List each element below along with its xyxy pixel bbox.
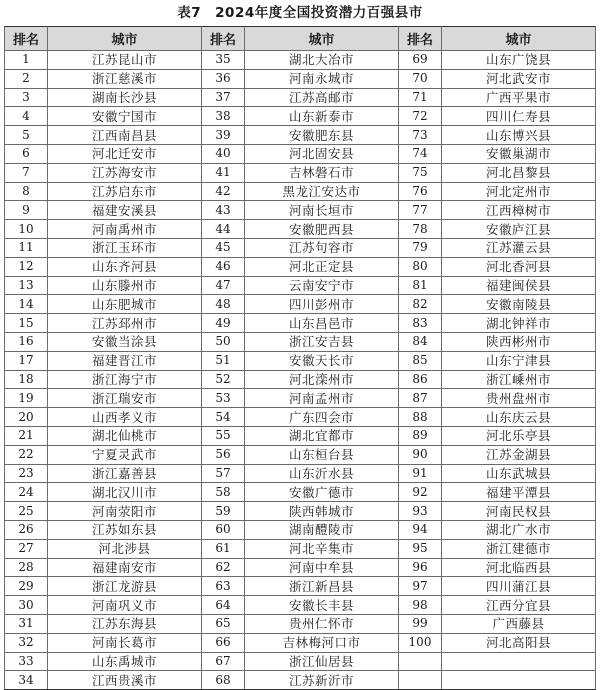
rank-cell: 20 (5, 408, 48, 427)
table-row (5, 351, 596, 370)
rank-cell: 49 (202, 314, 245, 333)
rank-cell: 71 (399, 88, 442, 107)
rank-header: 排名 (399, 27, 442, 51)
rank-cell: 47 (202, 276, 245, 295)
rank-cell: 83 (399, 314, 442, 333)
city-cell: 河南长葛市 (48, 633, 202, 652)
rank-cell: 8 (5, 182, 48, 201)
rank-cell: 37 (202, 88, 245, 107)
city-cell: 江苏新沂市 (245, 671, 399, 690)
city-cell: 四川仁寿县 (442, 107, 596, 126)
rank-cell: 74 (399, 144, 442, 163)
table-row (5, 652, 596, 671)
rank-cell: 81 (399, 276, 442, 295)
city-cell: 湖北广水市 (442, 520, 596, 539)
city-header: 城市 (48, 27, 202, 51)
city-cell: 江苏昆山市 (48, 51, 202, 70)
city-cell: 河南孟州市 (245, 389, 399, 408)
city-cell: 浙江玉环市 (48, 238, 202, 257)
city-cell: 山东禹城市 (48, 652, 202, 671)
rank-cell: 22 (5, 445, 48, 464)
rank-cell: 98 (399, 596, 442, 615)
rank-cell: 93 (399, 502, 442, 521)
city-cell: 江西贵溪市 (48, 671, 202, 690)
city-cell: 安徽天长市 (245, 351, 399, 370)
city-cell: 河北固安县 (245, 144, 399, 163)
table-row (5, 201, 596, 220)
city-cell: 江苏如东县 (48, 520, 202, 539)
table-row (5, 426, 596, 445)
city-cell: 安徽长丰县 (245, 596, 399, 615)
rank-cell: 61 (202, 539, 245, 558)
table-row (5, 408, 596, 427)
table-row (5, 144, 596, 163)
rank-cell: 14 (5, 295, 48, 314)
city-cell: 安徽南陵县 (442, 295, 596, 314)
city-cell: 河北辛集市 (245, 539, 399, 558)
rank-cell: 85 (399, 351, 442, 370)
city-cell: 浙江新昌县 (245, 577, 399, 596)
rank-cell (399, 671, 442, 690)
rank-cell: 75 (399, 163, 442, 182)
rank-cell: 64 (202, 596, 245, 615)
rank-cell: 4 (5, 107, 48, 126)
city-cell: 河南永城市 (245, 69, 399, 88)
rank-cell: 91 (399, 464, 442, 483)
city-cell: 浙江嵊州市 (442, 370, 596, 389)
city-cell: 浙江仙居县 (245, 652, 399, 671)
rank-cell: 18 (5, 370, 48, 389)
rank-cell: 5 (5, 126, 48, 145)
rank-cell: 76 (399, 182, 442, 201)
rank-cell: 65 (202, 614, 245, 633)
city-cell: 江苏灌云县 (442, 238, 596, 257)
city-cell: 河南荥阳市 (48, 502, 202, 521)
rank-cell: 19 (5, 389, 48, 408)
rank-cell: 25 (5, 502, 48, 521)
rank-cell: 46 (202, 257, 245, 276)
rank-cell: 12 (5, 257, 48, 276)
rank-cell: 90 (399, 445, 442, 464)
city-cell: 山东广饶县 (442, 51, 596, 70)
table-row (5, 558, 596, 577)
city-cell: 安徽庐江县 (442, 220, 596, 239)
table-row (5, 107, 596, 126)
city-cell (442, 652, 596, 671)
city-cell: 河北香河县 (442, 257, 596, 276)
rank-cell (399, 652, 442, 671)
rank-header: 排名 (202, 27, 245, 51)
rank-cell: 69 (399, 51, 442, 70)
city-cell: 河北昌黎县 (442, 163, 596, 182)
city-cell: 福建南安市 (48, 558, 202, 577)
rank-cell: 10 (5, 220, 48, 239)
rank-cell: 38 (202, 107, 245, 126)
rank-cell: 67 (202, 652, 245, 671)
city-cell: 河北临西县 (442, 558, 596, 577)
table-row (5, 577, 596, 596)
city-cell: 河北武安市 (442, 69, 596, 88)
city-header: 城市 (245, 27, 399, 51)
city-cell: 江苏启东市 (48, 182, 202, 201)
city-cell: 贵州仁怀市 (245, 614, 399, 633)
city-cell: 河南长垣市 (245, 201, 399, 220)
rank-cell: 97 (399, 577, 442, 596)
rank-cell: 53 (202, 389, 245, 408)
rank-cell: 60 (202, 520, 245, 539)
table-row (5, 389, 596, 408)
ranking-table (4, 26, 596, 690)
rank-cell: 41 (202, 163, 245, 182)
city-cell: 河南禹州市 (48, 220, 202, 239)
rank-cell: 17 (5, 351, 48, 370)
table-row (5, 163, 596, 182)
city-cell: 江苏邳州市 (48, 314, 202, 333)
city-cell: 安徽广德市 (245, 483, 399, 502)
table-row (5, 671, 596, 690)
city-cell: 陕西彬州市 (442, 332, 596, 351)
table-row (5, 220, 596, 239)
rank-cell: 23 (5, 464, 48, 483)
city-cell: 江苏海安市 (48, 163, 202, 182)
city-cell: 安徽宁国市 (48, 107, 202, 126)
city-cell: 贵州盘州市 (442, 389, 596, 408)
rank-cell: 15 (5, 314, 48, 333)
rank-cell: 45 (202, 238, 245, 257)
city-cell: 福建晋江市 (48, 351, 202, 370)
rank-cell: 1 (5, 51, 48, 70)
table-row (5, 502, 596, 521)
city-cell: 江苏高邮市 (245, 88, 399, 107)
table-row (5, 69, 596, 88)
table-row (5, 445, 596, 464)
rank-cell: 96 (399, 558, 442, 577)
rank-cell: 2 (5, 69, 48, 88)
rank-cell: 13 (5, 276, 48, 295)
city-cell: 湖北宜都市 (245, 426, 399, 445)
rank-cell: 40 (202, 144, 245, 163)
table-row (5, 126, 596, 145)
table-row (5, 276, 596, 295)
city-cell: 广西平果市 (442, 88, 596, 107)
city-cell: 河北定州市 (442, 182, 596, 201)
rank-cell: 89 (399, 426, 442, 445)
city-cell: 山东齐河县 (48, 257, 202, 276)
city-cell: 浙江瑞安市 (48, 389, 202, 408)
city-cell: 河北涉县 (48, 539, 202, 558)
rank-cell: 94 (399, 520, 442, 539)
table-row (5, 539, 596, 558)
city-cell: 广东四会市 (245, 408, 399, 427)
city-cell: 河南巩义市 (48, 596, 202, 615)
city-cell: 云南安宁市 (245, 276, 399, 295)
rank-cell: 86 (399, 370, 442, 389)
rank-cell: 63 (202, 577, 245, 596)
rank-cell: 24 (5, 483, 48, 502)
city-cell: 安徽肥东县 (245, 126, 399, 145)
rank-cell: 54 (202, 408, 245, 427)
city-cell: 山西孝义市 (48, 408, 202, 427)
city-cell: 浙江嘉善县 (48, 464, 202, 483)
rank-cell: 48 (202, 295, 245, 314)
rank-cell: 52 (202, 370, 245, 389)
table-row (5, 633, 596, 652)
rank-cell: 84 (399, 332, 442, 351)
rank-cell: 56 (202, 445, 245, 464)
rank-cell: 58 (202, 483, 245, 502)
city-cell: 山东肥城市 (48, 295, 202, 314)
city-cell: 吉林磐石市 (245, 163, 399, 182)
rank-cell: 50 (202, 332, 245, 351)
rank-cell: 70 (399, 69, 442, 88)
table-row (5, 464, 596, 483)
city-cell: 湖南长沙县 (48, 88, 202, 107)
rank-cell: 87 (399, 389, 442, 408)
table-row (5, 182, 596, 201)
city-cell: 山东武城县 (442, 464, 596, 483)
city-cell: 河北乐亭县 (442, 426, 596, 445)
city-cell: 山东桓台县 (245, 445, 399, 464)
city-cell (442, 671, 596, 690)
table-header-row (5, 27, 596, 51)
city-cell: 宁夏灵武市 (48, 445, 202, 464)
city-cell: 江西南昌县 (48, 126, 202, 145)
city-cell: 四川彭州市 (245, 295, 399, 314)
rank-cell: 72 (399, 107, 442, 126)
city-cell: 黑龙江安达市 (245, 182, 399, 201)
table-row (5, 295, 596, 314)
rank-cell: 55 (202, 426, 245, 445)
rank-cell: 11 (5, 238, 48, 257)
rank-cell: 32 (5, 633, 48, 652)
city-cell: 江苏东海县 (48, 614, 202, 633)
city-header: 城市 (442, 27, 596, 51)
city-cell: 湖北仙桃市 (48, 426, 202, 445)
city-cell: 福建安溪县 (48, 201, 202, 220)
rank-cell: 7 (5, 163, 48, 182)
rank-cell: 27 (5, 539, 48, 558)
city-cell: 河北正定县 (245, 257, 399, 276)
city-cell: 福建平潭县 (442, 483, 596, 502)
table-row (5, 332, 596, 351)
city-cell: 福建闽侯县 (442, 276, 596, 295)
rank-cell: 16 (5, 332, 48, 351)
rank-cell: 79 (399, 238, 442, 257)
rank-cell: 9 (5, 201, 48, 220)
city-cell: 山东博兴县 (442, 126, 596, 145)
rank-cell: 100 (399, 633, 442, 652)
city-cell: 山东昌邑市 (245, 314, 399, 333)
rank-cell: 92 (399, 483, 442, 502)
city-cell: 河南中牟县 (245, 558, 399, 577)
city-cell: 山东沂水县 (245, 464, 399, 483)
rank-cell: 30 (5, 596, 48, 615)
city-cell: 四川蒲江县 (442, 577, 596, 596)
table-row (5, 51, 596, 70)
city-cell: 湖北汉川市 (48, 483, 202, 502)
city-cell: 山东滕州市 (48, 276, 202, 295)
rank-cell: 34 (5, 671, 48, 690)
rank-cell: 66 (202, 633, 245, 652)
rank-cell: 6 (5, 144, 48, 163)
rank-cell: 51 (202, 351, 245, 370)
table-row (5, 370, 596, 389)
city-cell: 河北滦州市 (245, 370, 399, 389)
city-cell: 河北高阳县 (442, 633, 596, 652)
city-cell: 浙江建德市 (442, 539, 596, 558)
city-cell: 山东新泰市 (245, 107, 399, 126)
table-title: 表7 2024年度全国投资潜力百强县市 (177, 5, 423, 21)
city-cell: 江苏金湖县 (442, 445, 596, 464)
rank-cell: 78 (399, 220, 442, 239)
table-row (5, 520, 596, 539)
city-cell: 湖北钟祥市 (442, 314, 596, 333)
rank-cell: 33 (5, 652, 48, 671)
rank-cell: 43 (202, 201, 245, 220)
city-cell: 江西分宜县 (442, 596, 596, 615)
table-row (5, 257, 596, 276)
rank-cell: 99 (399, 614, 442, 633)
rank-cell: 29 (5, 577, 48, 596)
table-row (5, 614, 596, 633)
rank-cell: 57 (202, 464, 245, 483)
city-cell: 浙江慈溪市 (48, 69, 202, 88)
rank-cell: 36 (202, 69, 245, 88)
rank-cell: 42 (202, 182, 245, 201)
rank-cell: 77 (399, 201, 442, 220)
rank-cell: 44 (202, 220, 245, 239)
table-row (5, 314, 596, 333)
city-cell: 广西藤县 (442, 614, 596, 633)
rank-cell: 73 (399, 126, 442, 145)
rank-cell: 39 (202, 126, 245, 145)
rank-cell: 88 (399, 408, 442, 427)
rank-cell: 35 (202, 51, 245, 70)
city-cell: 安徽巢湖市 (442, 144, 596, 163)
rank-cell: 3 (5, 88, 48, 107)
table-row (5, 88, 596, 107)
city-cell: 浙江安吉县 (245, 332, 399, 351)
table-row (5, 483, 596, 502)
city-cell: 湖北大冶市 (245, 51, 399, 70)
rank-header: 排名 (5, 27, 48, 51)
rank-cell: 82 (399, 295, 442, 314)
rank-cell: 68 (202, 671, 245, 690)
city-cell: 河南民权县 (442, 502, 596, 521)
city-cell: 安徽肥西县 (245, 220, 399, 239)
rank-cell: 28 (5, 558, 48, 577)
rank-cell: 95 (399, 539, 442, 558)
city-cell: 浙江龙游县 (48, 577, 202, 596)
city-cell: 吉林梅河口市 (245, 633, 399, 652)
city-cell: 江苏句容市 (245, 238, 399, 257)
city-cell: 浙江海宁市 (48, 370, 202, 389)
rank-cell: 59 (202, 502, 245, 521)
rank-cell: 80 (399, 257, 442, 276)
rank-cell: 62 (202, 558, 245, 577)
table-row (5, 596, 596, 615)
city-cell: 河北迁安市 (48, 144, 202, 163)
city-cell: 陕西韩城市 (245, 502, 399, 521)
rank-cell: 26 (5, 520, 48, 539)
city-cell: 湖南醴陵市 (245, 520, 399, 539)
city-cell: 山东宁津县 (442, 351, 596, 370)
table-row (5, 238, 596, 257)
city-cell: 山东庆云县 (442, 408, 596, 427)
city-cell: 江西樟树市 (442, 201, 596, 220)
rank-cell: 21 (5, 426, 48, 445)
rank-cell: 31 (5, 614, 48, 633)
city-cell: 安徽当涂县 (48, 332, 202, 351)
